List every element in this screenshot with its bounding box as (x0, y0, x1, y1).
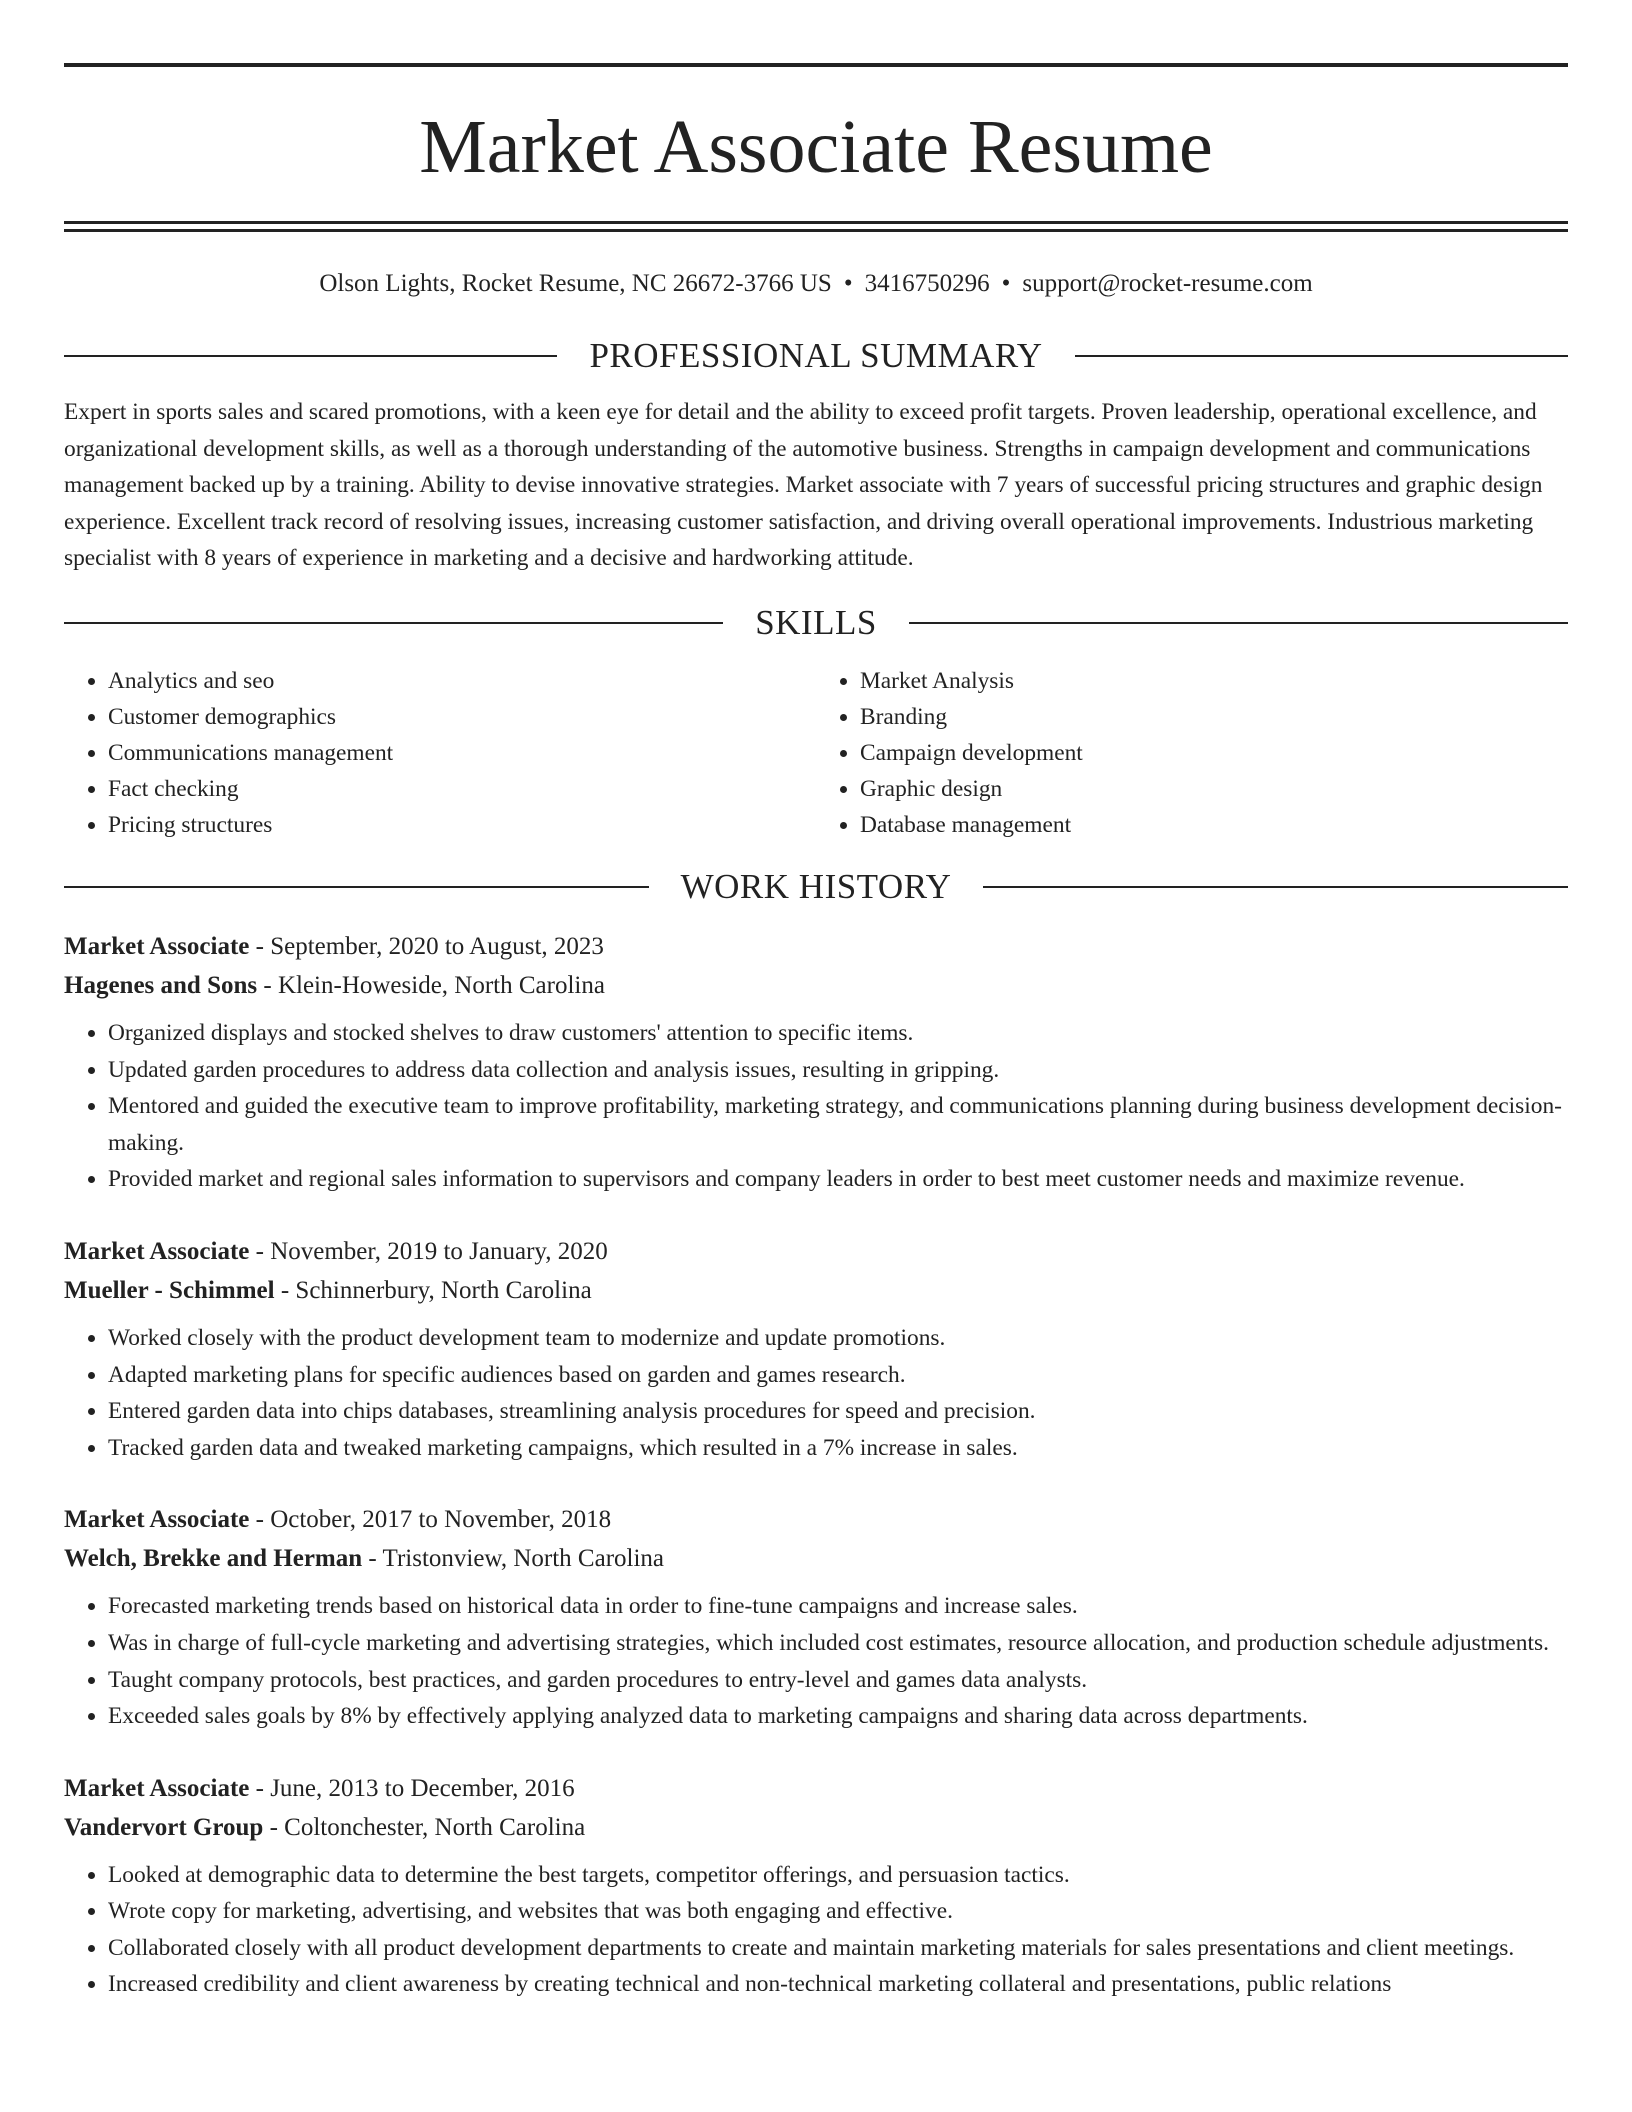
job-dates: - June, 2013 to December, 2016 (249, 1774, 575, 1802)
job-bullet: • Taught company protocols, best practices, and garden procedures to entry-level and games data analysts. (108, 1662, 1568, 1699)
job-dates: - November, 2019 to January, 2020 (249, 1237, 608, 1265)
job-entry (64, 1232, 1568, 1466)
job-title: Market Associate (64, 932, 250, 960)
summary-section-title: PROFESSIONAL SUMMARY (589, 336, 1043, 375)
job-entry (64, 1500, 1568, 1734)
job-bullet: • Adapted marketing plans for specific audiences based on garden and games research. (108, 1357, 1568, 1394)
job-bullet: • Increased credibility and client awareness by creating technical and non-technical marketing collateral and presentations, public relations (108, 1966, 1568, 2003)
job-dates: - October, 2017 to November, 2018 (249, 1506, 612, 1534)
job-title-line (64, 1500, 1568, 1539)
job-bullet: • Forecasted marketing trends based on historical data in order to fine-tune campaigns and increase sales. (108, 1588, 1568, 1625)
summary-section-heading (64, 336, 1568, 376)
job-title-line (64, 1769, 1568, 1808)
skill-item: • Campaign development (860, 735, 1568, 771)
skill-item: • Analytics and seo (108, 663, 816, 699)
job-company-line (64, 1808, 1568, 1847)
professional-summary: Expert in sports sales and scared promotions, with a keen eye for detail and the ability to exceed profit targets. Proven leadership, operational excellence, and organizational development skills, as well as a thorough understanding of the automotive business. Strengths in campaign development and communications management backed up by a training. Ability to devise innovative strategies. Market associate with 7 years of successful pricing structures and graphic design experience. Excellent track record of resolving issues, increasing customer satisfaction, and driving overall operational improvements. Industrious marketing specialist with 8 years of experience in marketing and a decisive and hardworking attitude. (64, 399, 1543, 572)
job-bullets (64, 1857, 1568, 2003)
work-history-section-heading (64, 867, 1568, 907)
contact-address: Olson Lights, Rocket Resume, NC 26672-3766 US (319, 270, 832, 297)
skills-column-left (64, 663, 816, 843)
job-company-line (64, 1271, 1568, 1310)
contact-phone: 3416750296 (864, 270, 990, 297)
job-company-line (64, 966, 1568, 1005)
contact-line (64, 268, 1568, 300)
skill-item: • Graphic design (860, 771, 1568, 807)
job-bullet: • Updated garden procedures to address data collection and analysis issues, resulting in gripping. (108, 1052, 1568, 1089)
job-bullet: • Was in charge of full-cycle marketing and advertising strategies, which included cost estimates, resource allocation, and production schedule adjustments. (108, 1625, 1568, 1662)
job-company: Welch, Brekke and Herman (64, 1545, 363, 1573)
job-company-line (64, 1539, 1568, 1578)
contact-separator: • (843, 270, 853, 297)
job-title: Market Associate (64, 1506, 250, 1534)
section-divider-right (1075, 355, 1568, 357)
skills-list (64, 663, 1568, 843)
job-bullets (64, 1015, 1568, 1198)
job-bullet: • Provided market and regional sales information to supervisors and company leaders in order to best meet customer needs and maximize revenue. (108, 1161, 1568, 1198)
skill-item: • Customer demographics (108, 699, 816, 735)
job-bullets (64, 1320, 1568, 1466)
job-company: Vandervort Group (64, 1813, 264, 1841)
skills-section-title: SKILLS (755, 602, 877, 642)
skill-item: • Database management (860, 807, 1568, 843)
contact-email: support@rocket-resume.com (1022, 270, 1313, 297)
section-divider-left (64, 622, 723, 624)
job-bullets (64, 1588, 1568, 1734)
job-entry (64, 1769, 1568, 2003)
resume-page (64, 0, 1568, 2003)
job-location: - Tristonview, North Carolina (362, 1545, 665, 1573)
job-company: Mueller - Schimmel (64, 1276, 275, 1304)
job-location: - Schinnerbury, North Carolina (274, 1276, 592, 1304)
section-divider-right (983, 886, 1568, 888)
skill-item: • Communications management (108, 735, 816, 771)
job-title-line (64, 1232, 1568, 1271)
title-double-rule (64, 221, 1568, 232)
section-divider-right (909, 622, 1568, 624)
top-rule (64, 63, 1568, 67)
skills-section-heading (64, 603, 1568, 643)
job-bullet: • Wrote copy for marketing, advertising, and websites that was both engaging and effective. (108, 1893, 1568, 1930)
section-divider-left (64, 355, 557, 357)
contact-separator: • (1001, 270, 1011, 297)
skill-item: • Market Analysis (860, 663, 1568, 699)
skill-item: • Pricing structures (108, 807, 816, 843)
job-bullet: • Exceeded sales goals by 8% by effectively applying analyzed data to marketing campaigns and sharing data across departments. (108, 1698, 1568, 1735)
job-location: - Coltonchester, North Carolina (263, 1813, 586, 1841)
skill-item: • Branding (860, 699, 1568, 735)
work-history-section-title: WORK HISTORY (680, 866, 952, 906)
job-bullet: • Entered garden data into chips databases, streamlining analysis procedures for speed and precision. (108, 1393, 1568, 1430)
job-dates: - September, 2020 to August, 2023 (249, 932, 604, 960)
section-divider-left (64, 886, 649, 888)
job-company: Hagenes and Sons (64, 971, 258, 999)
job-bullet: • Organized displays and stocked shelves to draw customers' attention to specific items. (108, 1015, 1568, 1052)
job-bullet: • Worked closely with the product development team to modernize and update promotions. (108, 1320, 1568, 1357)
resume-title: Market Associate Resume (419, 105, 1213, 189)
skills-column-right (816, 663, 1568, 843)
job-bullet: • Collaborated closely with all product development departments to create and maintain marketing materials for sales presentations and client meetings. (108, 1930, 1568, 1967)
job-bullet: • Mentored and guided the executive team to improve profitability, marketing strategy, and communications planning during business development decision-making. (108, 1088, 1568, 1161)
job-entry (64, 927, 1568, 1198)
job-title: Market Associate (64, 1774, 250, 1802)
job-title-line (64, 927, 1568, 966)
job-bullet: • Tracked garden data and tweaked marketing campaigns, which resulted in a 7% increase in sales. (108, 1430, 1568, 1467)
job-bullet: • Looked at demographic data to determine the best targets, competitor offerings, and persuasion tactics. (108, 1857, 1568, 1894)
job-location: - Klein-Howeside, North Carolina (257, 971, 605, 999)
skill-item: • Fact checking (108, 771, 816, 807)
job-title: Market Associate (64, 1237, 250, 1265)
